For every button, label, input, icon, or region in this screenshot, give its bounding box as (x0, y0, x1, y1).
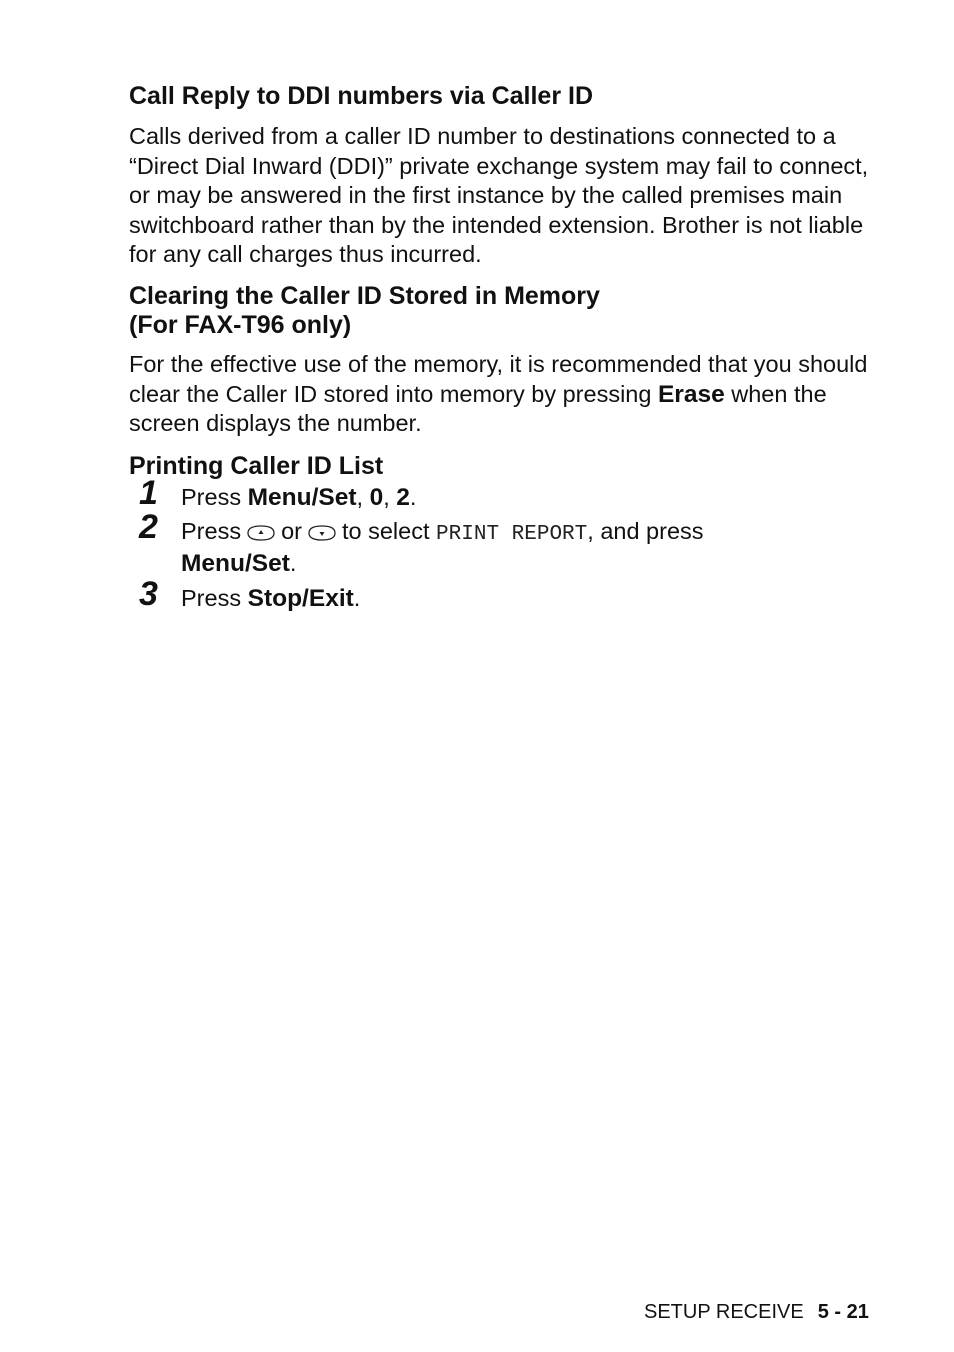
step-number: 1 (139, 473, 158, 512)
step-text: Press (181, 584, 248, 611)
key-2-label: 2 (396, 483, 410, 511)
step-number: 2 (139, 507, 158, 546)
body-text-end: when the screen displays the number. (129, 380, 827, 437)
body-text: For the effective use of the memory, it is recommended that you should clear the Caller ID stored into memory by pressing (129, 350, 868, 407)
lcd-display-text: PRINT REPORT (436, 522, 588, 546)
title-line-2: (For FAX-T96 only) (129, 310, 352, 339)
page-number: 5 - 21 (817, 1301, 869, 1323)
step-2 (129, 507, 889, 578)
step-list (129, 473, 889, 613)
step-text: or (281, 517, 302, 544)
stop-exit-key-label: Stop/Exit (247, 584, 354, 612)
title-line-1: Clearing the Caller ID Stored in Memory (129, 281, 600, 310)
step-text: , (356, 483, 370, 510)
menu-set-key-label: Menu/Set (181, 549, 290, 577)
erase-key-label: Erase (657, 380, 725, 408)
step-text: Press (181, 517, 242, 544)
step-text: Press (181, 483, 248, 510)
step-number: 3 (139, 574, 158, 613)
step-3 (129, 574, 889, 613)
step-1 (129, 473, 889, 512)
section-body-clearing (129, 350, 889, 439)
key-0-label: 0 (369, 483, 384, 511)
step-text: . (409, 483, 417, 510)
down-arrow-key-icon (306, 520, 338, 549)
up-arrow-key-icon (245, 520, 277, 549)
footer-section-name: SETUP RECEIVE (644, 1301, 804, 1323)
step-text: , (383, 483, 397, 510)
step-text: . (289, 549, 297, 576)
section-title-ddi: Call Reply to DDI numbers via Caller ID (129, 82, 594, 110)
step-text: to select (341, 517, 437, 544)
page-content (129, 82, 889, 613)
section-title-printing: Printing Caller ID List (129, 451, 384, 480)
menu-set-key-label: Menu/Set (247, 483, 357, 511)
section-title-clearing (129, 282, 889, 340)
step-text: , and press (587, 517, 704, 544)
section-body-ddi: Calls derived from a caller ID number to destinations connected to a “Direct Dial Inward (DDI)” private exchange system may fail to connect, or may be answered in the first instance by the called premises main switchboard rather than by the intended extension. Brother is not liable for any call charges thus incurred. (129, 123, 869, 268)
step-text: . (353, 584, 361, 611)
page-footer (644, 1301, 869, 1324)
